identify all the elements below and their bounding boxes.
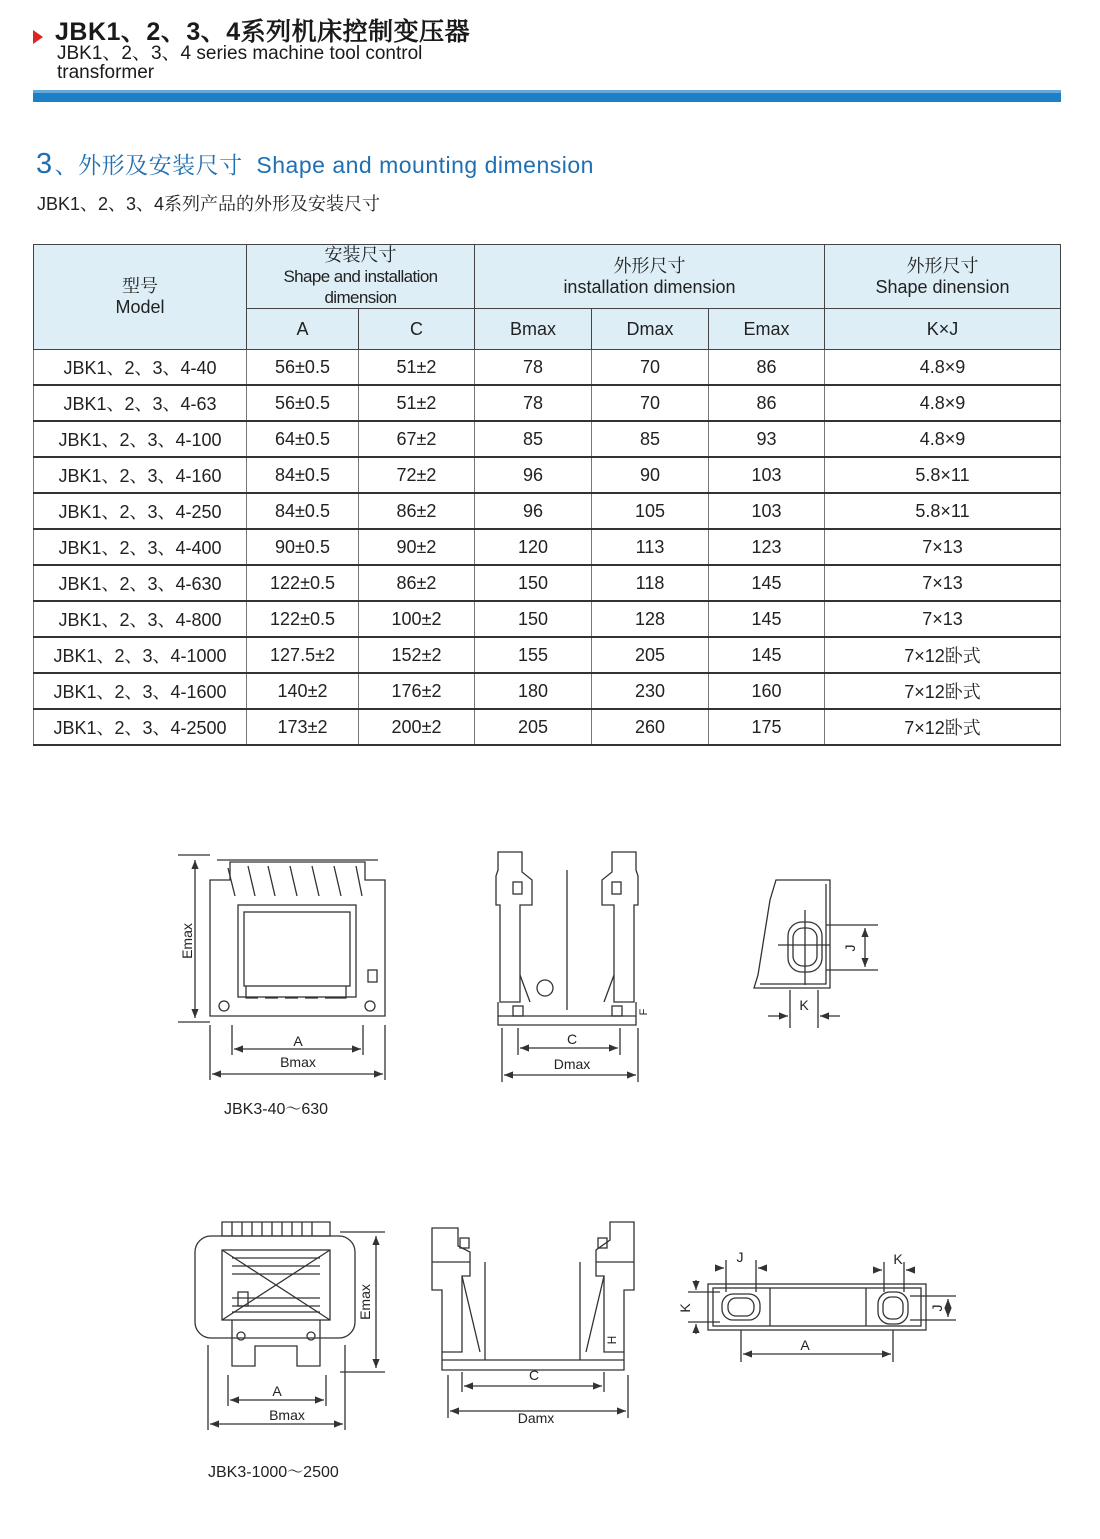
value-cell: 118 (592, 565, 709, 601)
table-row (34, 421, 1061, 457)
value-cell: 64±0.5 (247, 421, 359, 457)
model-cell: JBK1、2、3、4-1600 (34, 673, 247, 709)
value-cell: 7×13 (825, 529, 1061, 565)
value-cell: 122±0.5 (247, 601, 359, 637)
value-cell: 173±2 (247, 709, 359, 745)
label-k-2: K (893, 1251, 903, 1267)
label-j-2: J (736, 1249, 744, 1265)
header-group1-cn: 安装尺寸 (324, 245, 397, 265)
label-j-1: J (842, 944, 858, 952)
value-cell: 123 (709, 529, 825, 565)
model-cell: JBK1、2、3、4-63 (34, 385, 247, 421)
page-header (0, 0, 1100, 105)
page-title: JBK1、2、3、4系列机床控制变压器 (55, 18, 471, 46)
value-cell: 70 (592, 385, 709, 421)
header-divider (33, 90, 1061, 102)
section-title-en: Shape and mounting dimension (256, 152, 594, 178)
value-cell: 90±2 (359, 529, 475, 565)
caption-small-range: JBK3-40～630 (224, 1101, 329, 1118)
value-cell: 51±2 (359, 385, 475, 421)
value-cell: 145 (709, 637, 825, 673)
table-row (34, 673, 1061, 709)
model-cell: JBK1、2、3、4-2500 (34, 709, 247, 745)
label-h: H (605, 1335, 619, 1345)
value-cell: 51±2 (359, 350, 475, 386)
value-cell: 4.8×9 (825, 350, 1061, 386)
model-cell: JBK1、2、3、4-800 (34, 601, 247, 637)
value-cell: 4.8×9 (825, 385, 1061, 421)
section-subtitle: JBK1、2、3、4系列产品的外形及安装尺寸 (37, 194, 381, 214)
value-cell: 145 (709, 565, 825, 601)
value-cell: 230 (592, 673, 709, 709)
label-emax-2: Emax (357, 1284, 373, 1320)
column-header: Dmax (592, 309, 709, 350)
value-cell: 86 (709, 350, 825, 386)
caption-large-range: JBK3-1000～2500 (208, 1464, 339, 1481)
header-group-installation (247, 245, 475, 309)
page-title-english: JBK1、2、3、4 series machine tool control transformer (57, 43, 423, 83)
value-cell: 180 (475, 673, 592, 709)
column-header: Bmax (475, 309, 592, 350)
title-marker-icon (33, 30, 43, 44)
header-group2-en: installation dimension (563, 276, 736, 297)
model-cell: JBK1、2、3、4-1000 (34, 637, 247, 673)
drawing-small-side (496, 852, 638, 1082)
value-cell: 90±0.5 (247, 529, 359, 565)
value-cell: 205 (592, 637, 709, 673)
column-header: K×J (825, 309, 1061, 350)
drawing-large-front (195, 1222, 385, 1430)
value-cell: 103 (709, 493, 825, 529)
value-cell: 7×13 (825, 565, 1061, 601)
dimension-table (33, 244, 1061, 746)
value-cell: 103 (709, 457, 825, 493)
value-cell: 150 (475, 565, 592, 601)
value-cell: 86±2 (359, 493, 475, 529)
column-header: Emax (709, 309, 825, 350)
label-bmax-2: Bmax (269, 1407, 305, 1423)
model-cell: JBK1、2、3、4-400 (34, 529, 247, 565)
table-row (34, 493, 1061, 529)
table-row (34, 601, 1061, 637)
label-k-1: K (799, 997, 809, 1013)
drawing-foot-detail (754, 880, 878, 1028)
label-k-3: K (677, 1303, 693, 1313)
model-cell: JBK1、2、3、4-100 (34, 421, 247, 457)
value-cell: 150 (475, 601, 592, 637)
header-model-en: Model (115, 297, 165, 317)
value-cell: 260 (592, 709, 709, 745)
header-group3-en: Shape dinension (875, 276, 1010, 297)
value-cell: 113 (592, 529, 709, 565)
column-header: A (247, 309, 359, 350)
value-cell: 85 (592, 421, 709, 457)
label-a-2: A (272, 1383, 282, 1399)
table-row (34, 457, 1061, 493)
value-cell: 70 (592, 350, 709, 386)
table-body (34, 350, 1061, 746)
table-row (34, 709, 1061, 745)
header-model-cn: 型号 (122, 276, 158, 296)
value-cell: 205 (475, 709, 592, 745)
value-cell: 122±0.5 (247, 565, 359, 601)
value-cell: 128 (592, 601, 709, 637)
value-cell: 7×13 (825, 601, 1061, 637)
value-cell: 90 (592, 457, 709, 493)
header-group-shape (825, 245, 1061, 309)
drawing-large-side (432, 1222, 634, 1418)
dimension-drawings (0, 830, 1100, 1530)
value-cell: 85 (475, 421, 592, 457)
header-group3-cn: 外形尺寸 (906, 255, 979, 276)
model-cell: JBK1、2、3、4-250 (34, 493, 247, 529)
value-cell: 145 (709, 601, 825, 637)
value-cell: 127.5±2 (247, 637, 359, 673)
value-cell: 176±2 (359, 673, 475, 709)
value-cell: 175 (709, 709, 825, 745)
model-cell: JBK1、2、3、4-160 (34, 457, 247, 493)
value-cell: 200±2 (359, 709, 475, 745)
value-cell: 84±0.5 (247, 493, 359, 529)
drawing-small-front (178, 855, 385, 1080)
value-cell: 78 (475, 385, 592, 421)
header-group1-en: Shape and installation dimension (283, 267, 438, 307)
value-cell: 78 (475, 350, 592, 386)
drawing-foot-plate (688, 1260, 956, 1362)
section-number: 3 (36, 148, 53, 180)
value-cell: 7×12卧式 (825, 637, 1061, 673)
table-row (34, 529, 1061, 565)
model-cell: JBK1、2、3、4-40 (34, 350, 247, 386)
label-emax-1: Emax (179, 923, 195, 959)
value-cell: 152±2 (359, 637, 475, 673)
value-cell: 7×12卧式 (825, 673, 1061, 709)
value-cell: 96 (475, 457, 592, 493)
label-dmax-1: Dmax (553, 1056, 591, 1072)
model-cell: JBK1、2、3、4-630 (34, 565, 247, 601)
value-cell: 4.8×9 (825, 421, 1061, 457)
value-cell: 72±2 (359, 457, 475, 493)
label-a-1: A (293, 1033, 303, 1049)
table-row (34, 385, 1061, 421)
value-cell: 56±0.5 (247, 385, 359, 421)
value-cell: 84±0.5 (247, 457, 359, 493)
value-cell: 56±0.5 (247, 350, 359, 386)
header-group2-cn: 外形尺寸 (613, 255, 686, 276)
value-cell: 86±2 (359, 565, 475, 601)
table-row (34, 350, 1061, 386)
section-title-cn: 、外形及安装尺寸 (54, 152, 243, 178)
table-row (34, 637, 1061, 673)
value-cell: 100±2 (359, 601, 475, 637)
column-header: C (359, 309, 475, 350)
value-cell: 140±2 (247, 673, 359, 709)
label-damx: Damx (517, 1410, 555, 1426)
label-c-2: C (528, 1367, 540, 1383)
header-model (34, 245, 247, 350)
label-j-3: J (929, 1304, 945, 1312)
technical-drawings-svg (0, 830, 1100, 1530)
value-cell: 105 (592, 493, 709, 529)
value-cell: 120 (475, 529, 592, 565)
value-cell: 67±2 (359, 421, 475, 457)
value-cell: 5.8×11 (825, 493, 1061, 529)
value-cell: 7×12卧式 (825, 709, 1061, 745)
value-cell: 160 (709, 673, 825, 709)
label-c-1: C (566, 1031, 578, 1047)
value-cell: 96 (475, 493, 592, 529)
value-cell: 155 (475, 637, 592, 673)
header-group-outline (475, 245, 825, 309)
value-cell: 5.8×11 (825, 457, 1061, 493)
label-f: F (638, 1008, 650, 1016)
section-title (36, 147, 594, 181)
table-row (34, 565, 1061, 601)
label-a-3: A (800, 1337, 810, 1353)
value-cell: 86 (709, 385, 825, 421)
value-cell: 93 (709, 421, 825, 457)
label-bmax-1: Bmax (280, 1054, 316, 1070)
